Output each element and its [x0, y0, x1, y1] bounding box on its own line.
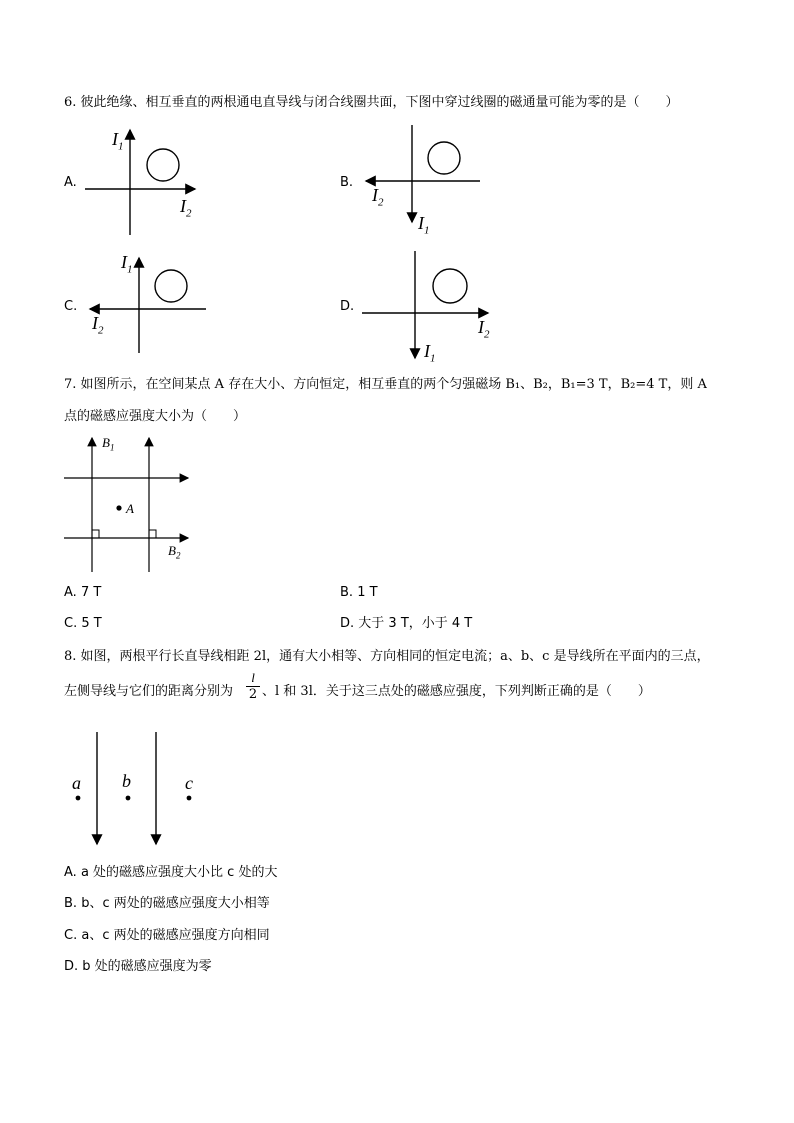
q8-stem-line1: 8. 如图，两根平行长直导线相距 2l，通有大小相等、方向相同的恒定电流；a、b、c 是导线所在平面内的三点， — [64, 649, 710, 664]
q7-option-b: B. 1 T — [340, 585, 378, 600]
q8-label-a: a — [72, 773, 81, 793]
q6-b-i2-label: $I_2$ — [372, 185, 384, 209]
q6-c-i2-label: $I_2$ — [92, 313, 104, 337]
q8-fraction — [246, 670, 260, 702]
point-c-dot — [187, 796, 192, 801]
point-a-dot — [76, 796, 81, 801]
coil — [433, 269, 467, 303]
coil — [428, 142, 460, 174]
q6-option-c-key: C. — [64, 299, 78, 314]
q8-label-b: b — [122, 771, 131, 791]
q7-stem-line2: 点的磁感应强度大小为（ ） — [64, 409, 247, 424]
q6-b-i1-label: $I_1$ — [418, 213, 430, 237]
q7-b1-label: $B_1$ — [102, 435, 115, 453]
q6-c-i1-label: $I_1$ — [121, 252, 133, 276]
q8-label-c: c — [185, 773, 193, 793]
right-angle-mark — [149, 530, 156, 538]
q6-option-a-key: A. — [64, 175, 77, 190]
q8-option-b: B. b、c 两处的磁感应强度大小相等 — [64, 896, 270, 911]
q6-option-b-key: B. — [340, 175, 354, 190]
q7-option-d: D. 大于 3 T，小于 4 T — [340, 616, 473, 631]
q6-figure-a — [80, 120, 210, 240]
q6-d-i1-label: $I_1$ — [424, 341, 436, 365]
q6-option-d-key: D. — [340, 299, 355, 314]
right-angle-mark — [92, 530, 99, 538]
q8-stem-line2-post: 、l 和 3l．关于这三点处的磁感应强度，下列判断正确的是（ ） — [262, 684, 651, 699]
q7-option-c: C. 5 T — [64, 616, 102, 631]
q6-a-i2-label: $I_2$ — [180, 196, 192, 220]
q7-stem-line1: 7. 如图所示，在空间某点 A 存在大小、方向恒定，相互垂直的两个匀强磁场 B₁、B₂，B₁=3 T，B₂=4 T，则 A — [64, 377, 707, 392]
coil — [147, 149, 179, 181]
q7-point-a-label: A — [126, 501, 134, 516]
q8-stem-line2-pre: 左侧导线与它们的距离分别为 — [64, 684, 234, 699]
q8-option-d: D. b 处的磁感应强度为零 — [64, 959, 212, 974]
fraction-denominator: 2 — [248, 687, 258, 702]
point-b-dot — [126, 796, 131, 801]
q6-figure-c — [84, 250, 214, 360]
q7-option-a: A. 7 T — [64, 585, 102, 600]
q6-d-i2-label: $I_2$ — [478, 317, 490, 341]
q8-option-a: A. a 处的磁感应强度大小比 c 处的大 — [64, 865, 278, 880]
q6-a-i1-label: $I_1$ — [112, 129, 124, 153]
q8-figure — [60, 728, 220, 848]
point-a-dot — [116, 505, 121, 510]
fraction-numerator: l — [246, 670, 260, 687]
q6-stem: 6. 彼此绝缘、相互垂直的两根通电直导线与闭合线圈共面，下图中穿过线圈的磁通量可能为零的是（ ） — [64, 95, 679, 110]
q8-option-c: C. a、c 两处的磁感应强度方向相同 — [64, 928, 270, 943]
q7-b2-label: $B_2$ — [168, 543, 181, 561]
coil — [155, 270, 187, 302]
